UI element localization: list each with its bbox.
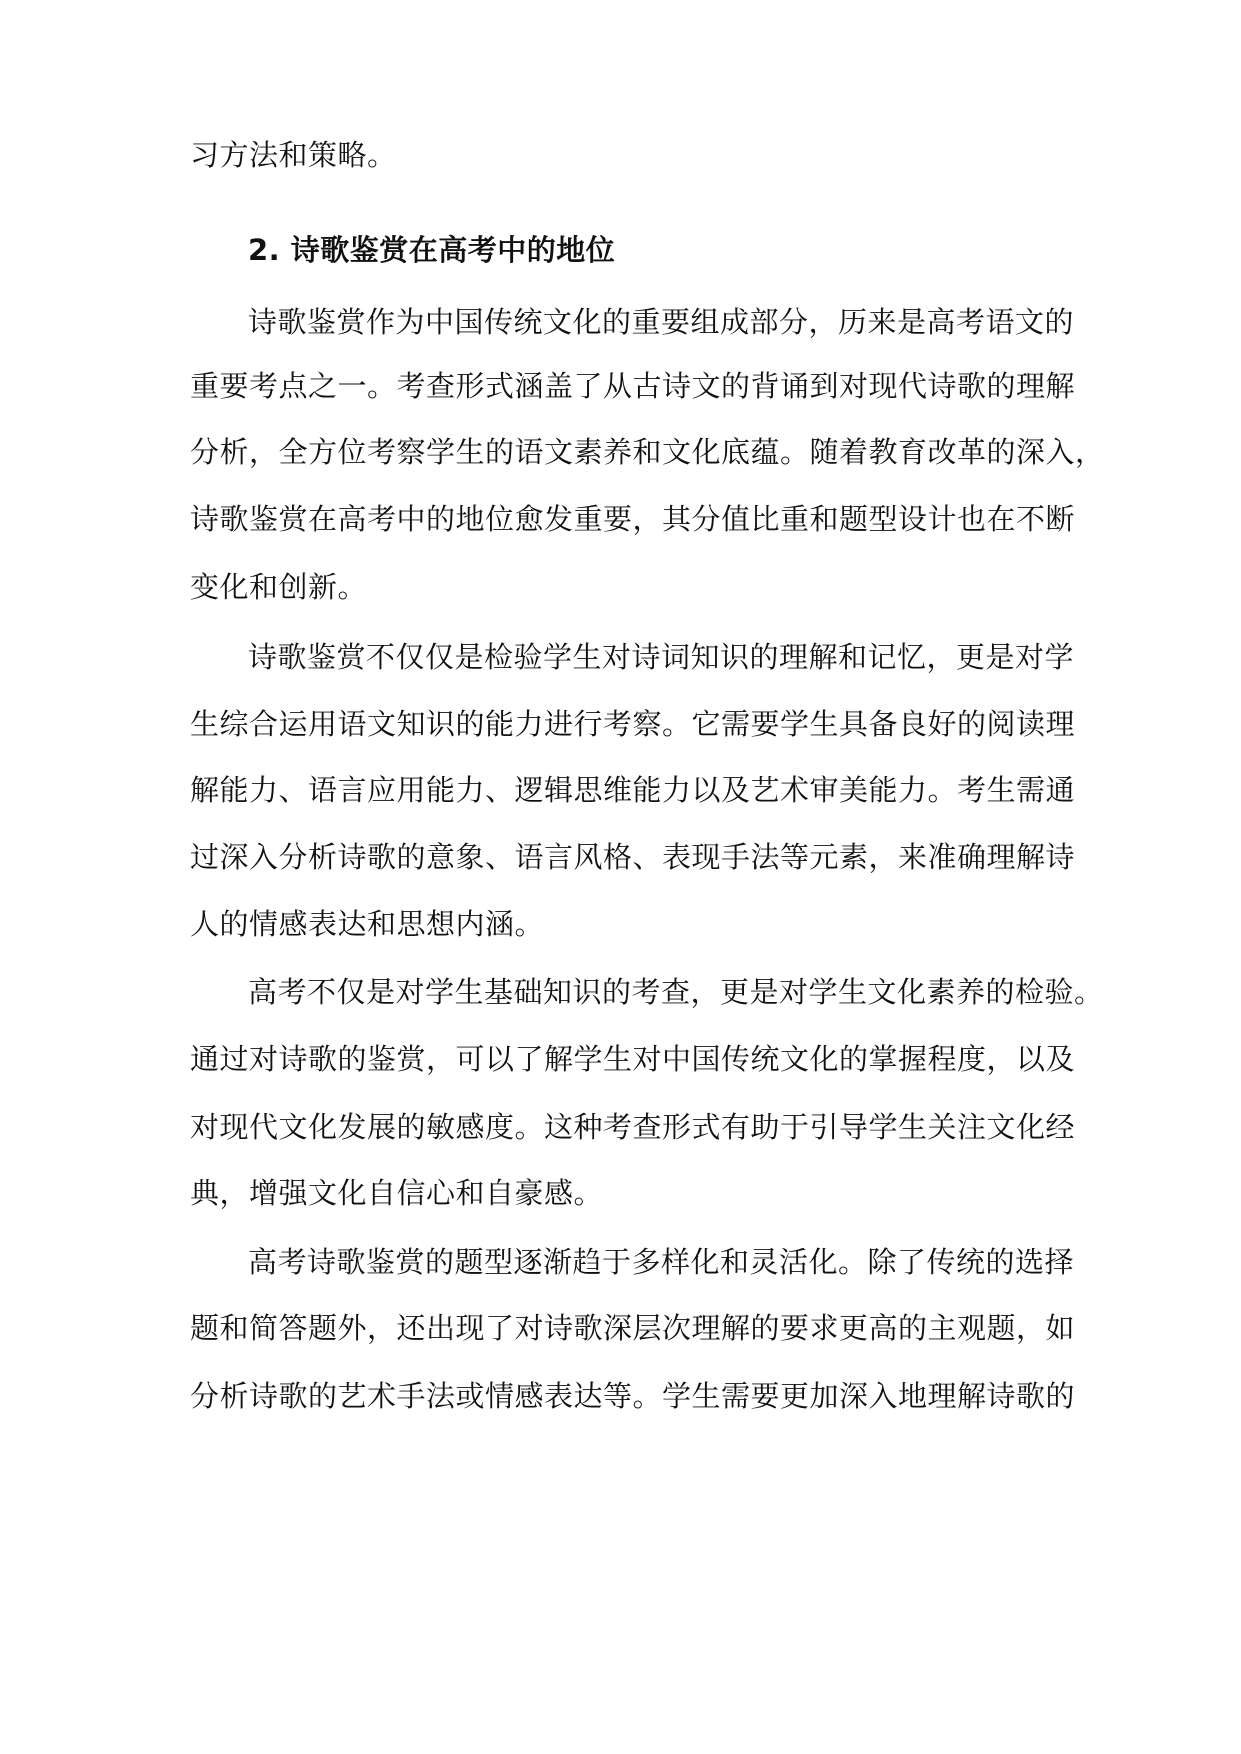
paragraph-2-line-3: 解能力、语言应用能力、逻辑思维能力以及艺术审美能力。考生需通: [190, 773, 1076, 807]
paragraph-2-line-5: 人的情感表达和思想内涵。: [190, 907, 545, 941]
carryover-line: 习方法和策略。: [190, 138, 397, 172]
paragraph-1-line-5: 变化和创新。: [190, 570, 368, 604]
paragraph-2-line-1: 诗歌鉴赏不仅仅是检验学生对诗词知识的理解和记忆，更是对学: [248, 640, 1075, 674]
paragraph-4-line-2: 题和简答题外，还出现了对诗歌深层次理解的要求更高的主观题，如: [190, 1311, 1076, 1345]
paragraph-1-line-3: 分析，全方位考察学生的语文素养和文化底蕴。随着教育改革的深入，: [190, 435, 1105, 469]
paragraph-3-line-3: 对现代文化发展的敏感度。这种考查形式有助于引导学生关注文化经: [190, 1110, 1076, 1144]
paragraph-1-line-2: 重要考点之一。考查形式涵盖了从古诗文的背诵到对现代诗歌的理解: [190, 369, 1076, 403]
section-heading: 2. 诗歌鉴赏在高考中的地位: [248, 233, 616, 267]
paragraph-3-line-4: 典，增强文化自信心和自豪感。: [190, 1176, 604, 1210]
paragraph-2-line-2: 生综合运用语文知识的能力进行考察。它需要学生具备良好的阅读理: [190, 707, 1076, 741]
paragraph-4-line-3: 分析诗歌的艺术手法或情感表达等。学生需要更加深入地理解诗歌的: [190, 1379, 1076, 1413]
paragraph-3-line-2: 通过对诗歌的鉴赏，可以了解学生对中国传统文化的掌握程度，以及: [190, 1042, 1076, 1076]
paragraph-3-line-1: 高考不仅是对学生基础知识的考查，更是对学生文化素养的检验。: [248, 975, 1104, 1009]
paragraph-2-line-4: 过深入分析诗歌的意象、语言风格、表现手法等元素，来准确理解诗: [190, 840, 1076, 874]
paragraph-4-line-1: 高考诗歌鉴赏的题型逐渐趋于多样化和灵活化。除了传统的选择: [248, 1245, 1075, 1279]
paragraph-1-line-1: 诗歌鉴赏作为中国传统文化的重要组成部分，历来是高考语文的: [248, 305, 1075, 339]
paragraph-1-line-4: 诗歌鉴赏在高考中的地位愈发重要，其分值比重和题型设计也在不断: [190, 502, 1076, 536]
